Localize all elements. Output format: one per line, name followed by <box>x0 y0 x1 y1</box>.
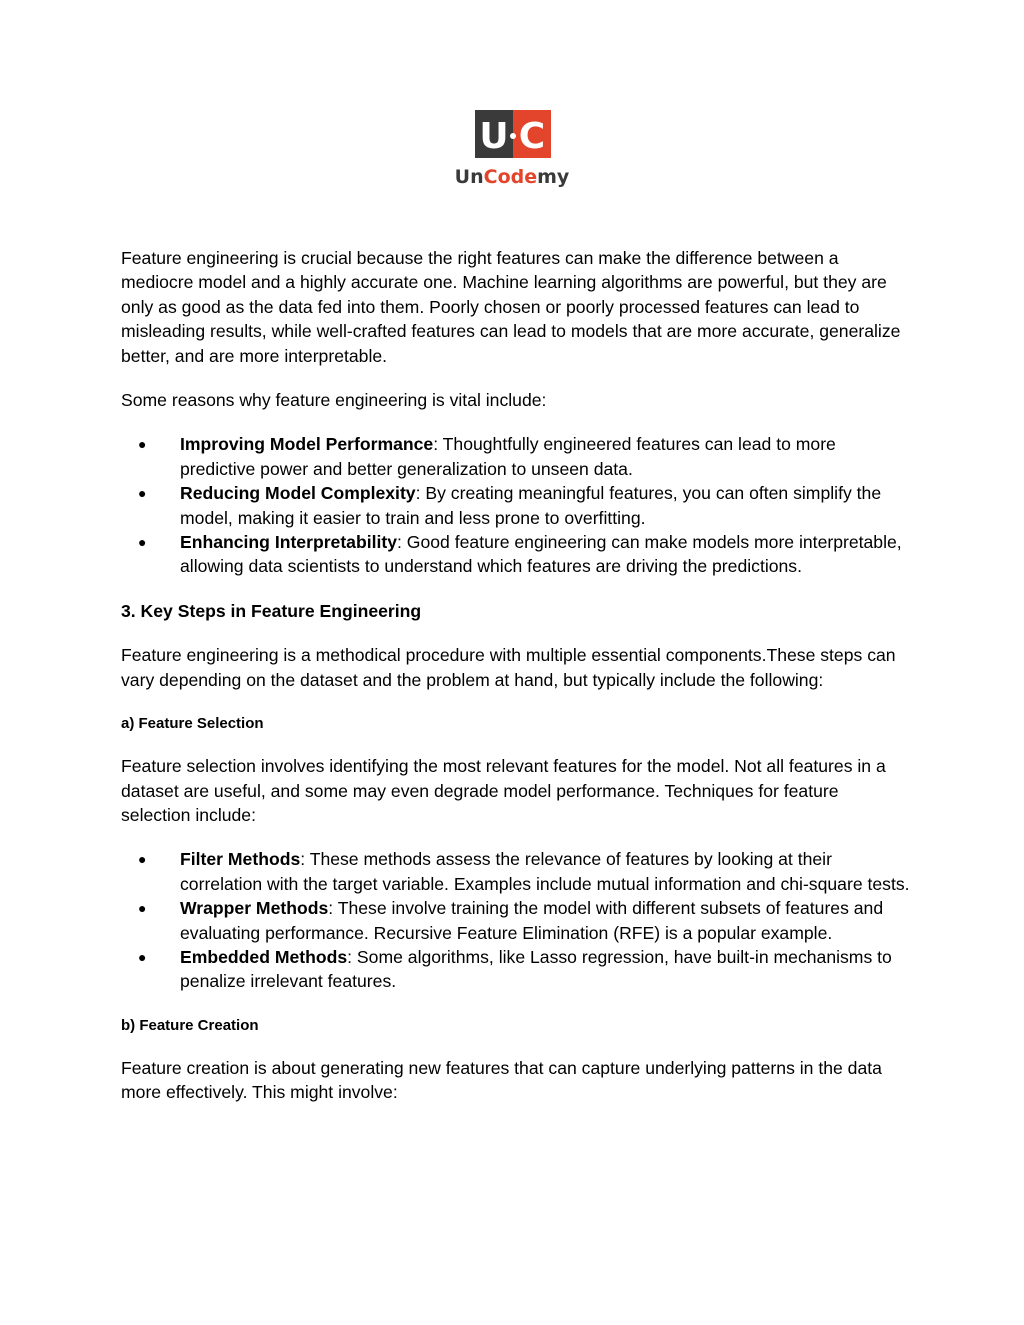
list-item <box>121 945 911 994</box>
feature-creation-paragraph: Feature creation is about generating new features that can capture underlying patterns in the data more effectively. This might involve: <box>121 1057 882 1103</box>
svg-text:U: U <box>479 116 509 157</box>
bullet-icon: ● <box>138 534 147 551</box>
subsection-heading: b) Feature Creation <box>121 1016 259 1034</box>
subsection-heading: a) Feature Selection <box>121 715 264 733</box>
feature-selection-paragraph: Feature selection involves identifying the most relevant features for the model. Not all features in a dataset are useful, and some may even degrade model performance. Techniques for feature selection include: <box>121 756 886 825</box>
bullet-icon: ● <box>138 485 147 502</box>
list-item <box>121 481 911 530</box>
bullet-icon: ● <box>138 436 147 453</box>
description: : Some algorithms, like Lasso regression, have built-in mechanisms to penalize irrelevant features. <box>180 946 892 992</box>
description: : Good feature engineering can make models more interpretable, allowing data scientists to understand which features are driving the predictions. <box>180 532 902 577</box>
description: : These involve training the model with different subsets of features and evaluating performance. Recursive Feature Elimination (RFE) is a popular example. <box>180 898 884 943</box>
description: : By creating meaningful features, you can often simplify the model, making it easier to train and less prone to overfitting. <box>180 483 882 528</box>
selection-methods-list <box>121 847 911 993</box>
section-paragraph: Feature engineering is a methodical procedure with multiple essential components.These steps can vary depending on the dataset and the problem at hand, but typically include the following: <box>121 645 896 690</box>
term: Enhancing Interpretability <box>180 532 398 553</box>
term: Filter Methods <box>180 849 301 870</box>
reasons-list <box>121 432 911 578</box>
description: : Thoughtfully engineered features can lead to more predictive power and better generalization to unseen data. <box>180 434 836 479</box>
bullet-icon: ● <box>138 948 147 965</box>
brand-wordmark: UnCodemy <box>454 166 570 188</box>
intro-paragraph: Feature engineering is crucial because the right features can make the difference between a mediocre model and a highly accurate one. Machine learning algorithms are powerful, but they are only as good as the data fed into them. Poorly chosen or poorly processed features can lead to misleading results, while well-crafted features can lead to models that are more accurate, generalize better, and are more interpretable. <box>121 248 901 366</box>
list-item <box>121 530 911 579</box>
term: Embedded Methods <box>180 946 348 967</box>
list-item <box>121 896 911 945</box>
bullet-icon: ● <box>138 851 147 868</box>
list-item <box>121 432 911 481</box>
svg-text:C: C <box>518 116 546 157</box>
reasons-intro: Some reasons why feature engineering is vital include: <box>121 390 547 411</box>
uncodemy-logo <box>448 110 576 192</box>
bullet-icon: ● <box>138 900 147 917</box>
term: Reducing Model Complexity <box>180 483 416 504</box>
list-item <box>121 847 911 896</box>
term: Wrapper Methods <box>180 898 329 919</box>
section-heading: 3. Key Steps in Feature Engineering <box>121 600 422 621</box>
term: Improving Model Performance <box>180 434 434 455</box>
document-body <box>121 246 911 1125</box>
uc-logo-mark <box>475 110 551 158</box>
description: : These methods assess the relevance of features by looking at their correlation with the target variable. Examples include mutual information and chi-square tests. <box>180 849 910 894</box>
